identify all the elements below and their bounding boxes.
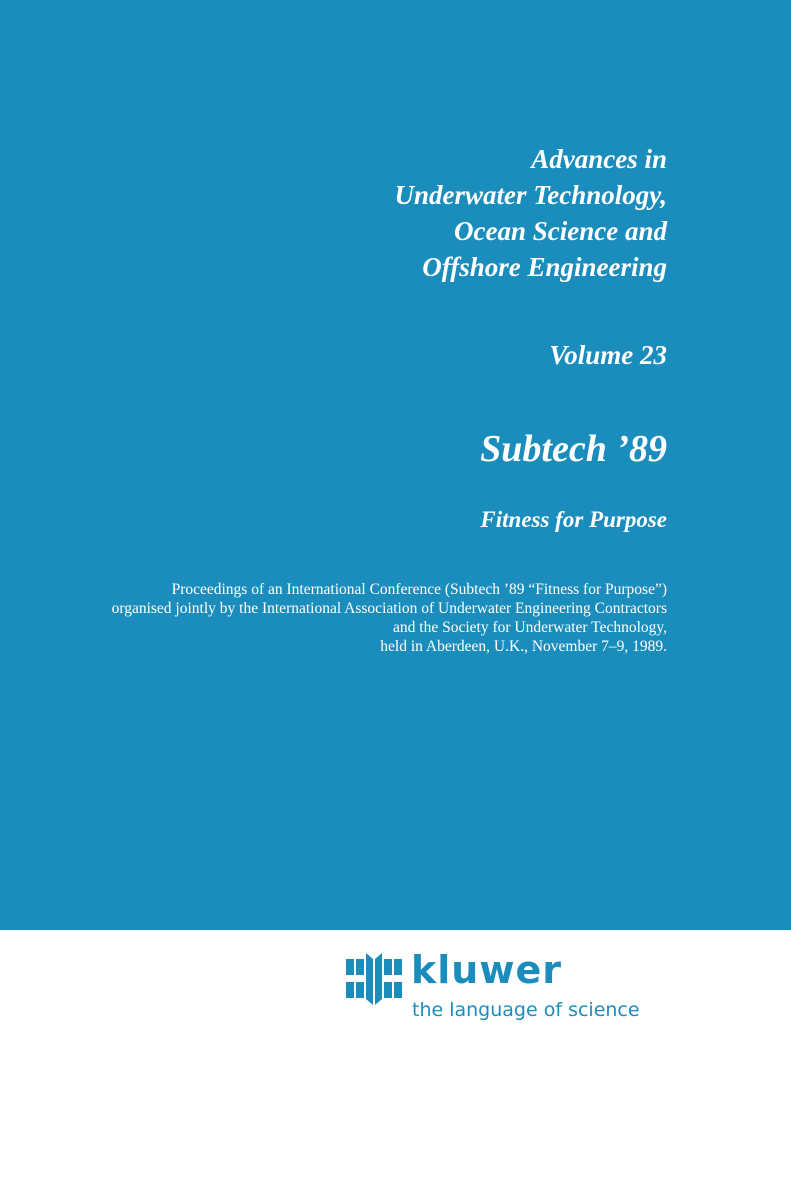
book-subtitle: Fitness for Purpose bbox=[480, 507, 667, 532]
proceedings-line: held in Aberdeen, U.K., November 7–9, 1989. bbox=[380, 638, 667, 655]
series-title-line: Underwater Technology, bbox=[394, 180, 667, 210]
series-title bbox=[107, 141, 667, 285]
proceedings-line: Proceedings of an International Conference (Subtech ’89 “Fitness for Purpose”) bbox=[171, 581, 667, 598]
series-title-line: Offshore Engineering bbox=[422, 252, 667, 282]
proceedings-line: organised jointly by the International Association of Underwater Engineering Contractors bbox=[111, 600, 667, 617]
publisher-tagline: the language of science bbox=[412, 999, 640, 1021]
series-title-line: Ocean Science and bbox=[454, 216, 667, 246]
kluwer-logo-mark-icon bbox=[346, 951, 402, 1007]
series-title-line: Advances in bbox=[531, 144, 667, 174]
book-title: Subtech ’89 bbox=[480, 428, 667, 470]
publisher-name: kluwer bbox=[411, 948, 562, 992]
volume-number: Volume 23 bbox=[549, 340, 667, 370]
proceedings-note bbox=[17, 580, 667, 656]
publisher-logo bbox=[346, 945, 676, 1035]
proceedings-line: and the Society for Underwater Technology, bbox=[393, 619, 667, 636]
